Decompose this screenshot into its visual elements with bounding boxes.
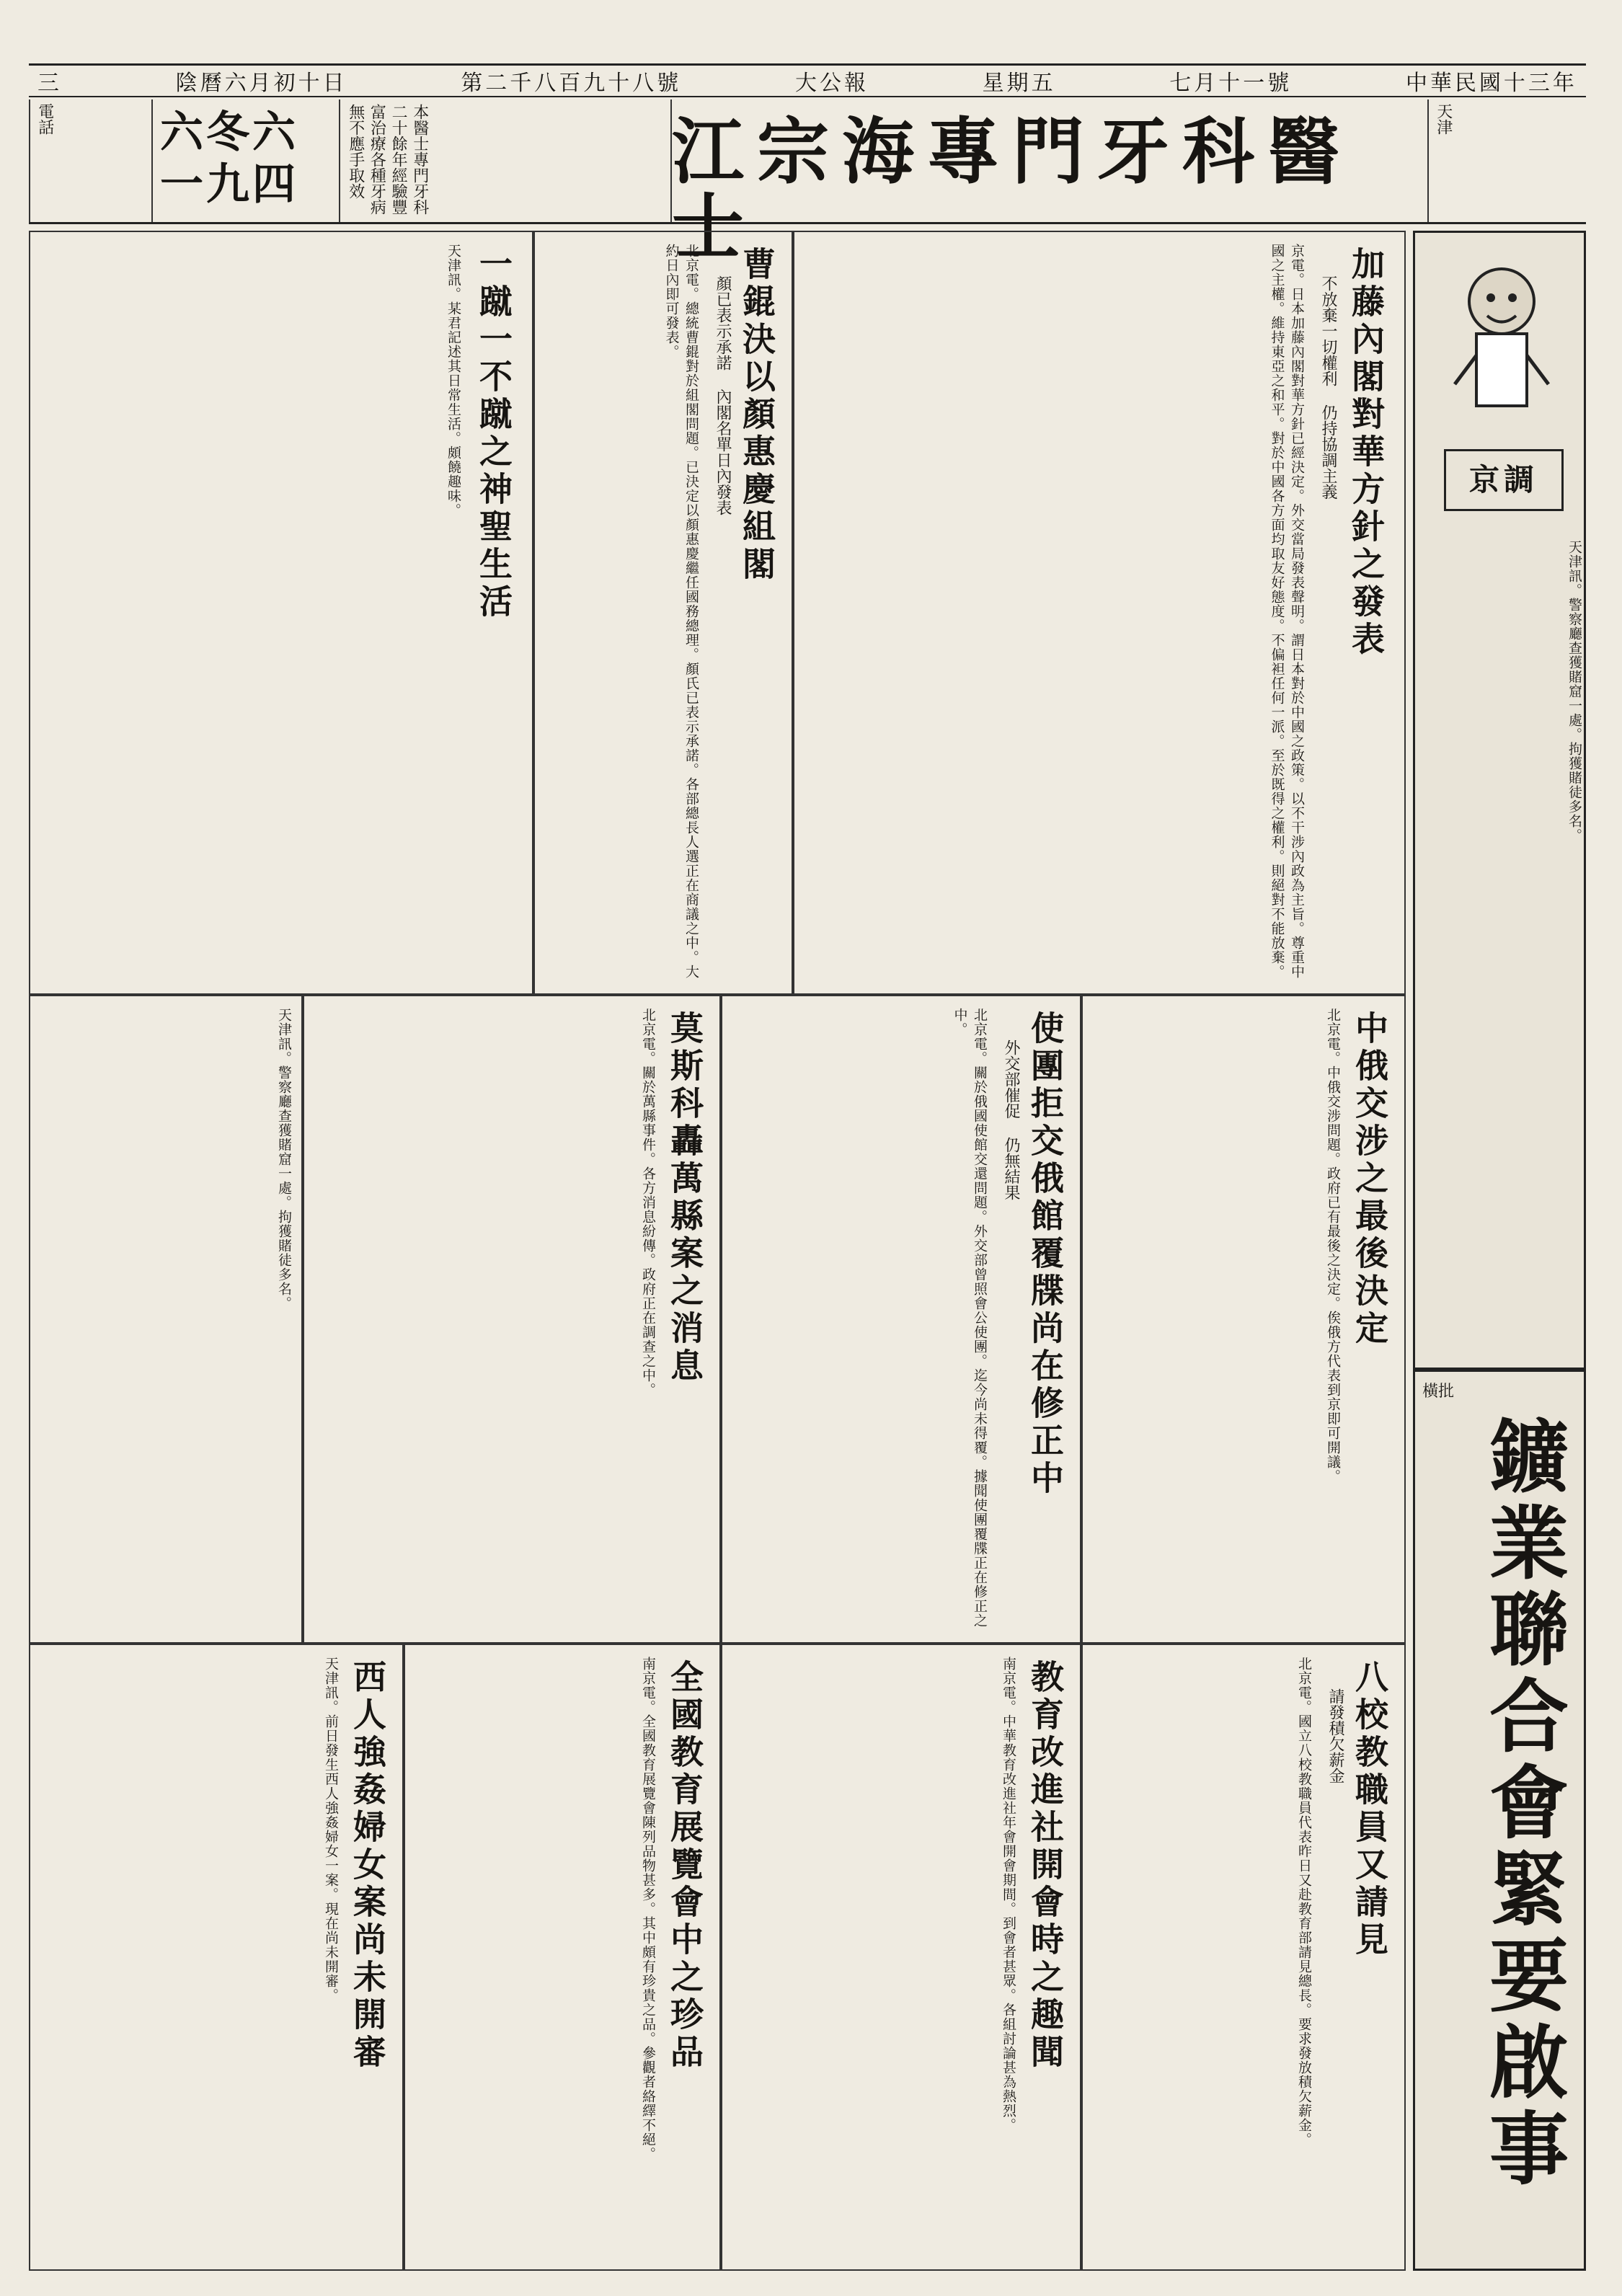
right-ad-text: 天津訊。警察廳查獲賭窟一處。拘獲賭徒多名。 [1566,540,1582,843]
cartoon-label: 京調 [1444,449,1564,511]
corner-label: 橫批 [1422,1383,1455,1401]
banner-right-notes [29,99,151,222]
article-column-left [29,995,303,1644]
article-sino-russian [1081,995,1406,1644]
dateline-item: 大公報 [794,71,869,96]
article-headline: 中俄交涉之最後決定 [1350,1011,1389,1348]
dateline-bar [29,63,1586,97]
cartoon-figure-icon [1451,262,1552,420]
dateline-item: 陰曆六月初十日 [175,71,347,96]
article-body: 北京電。關於萬縣事件。各方消息紛傳。政府正在調查之中。 [640,1008,656,1397]
article-foreigner-case [29,1644,404,2271]
article-body: 天津訊。前日發生西人強姦婦女一案。現在尚未開審。 [323,1657,339,2003]
article-body: 北京電。中俄交涉問題。政府已有最後之決定。俟俄方代表到京即可開議。 [1325,1008,1341,1484]
article-headline: 一蹴一不蹴之神聖生活 [474,247,513,621]
dentist-ad-title: 江宗海專門牙科醫士 [672,109,1352,270]
article-subhead: 外交部催促 仍無結果 [1002,1040,1020,1200]
article-body: 南京電。中華教育改進社年會開會期間。到會者甚眾。各組討論甚為熱烈。 [1001,1657,1016,2132]
article-gambling [29,231,533,995]
dentist-ad-detail [339,99,670,222]
article-body: 北京電。國立八校教職員代表昨日又赴教育部請見總長。要求發放積欠薪金。 [1296,1657,1312,2147]
article-subhead: 請發積欠薪金 [1326,1688,1344,1783]
article-headline: 全國教育展覽會中之珍品 [665,1659,704,2072]
article-headline: 莫斯科轟萬縣案之消息 [665,1011,704,1386]
article-headline: 使團拒交俄館覆牒尚在修正中 [1026,1011,1065,1498]
article-headline: 曹錕決以顏惠慶組閣 [737,247,776,584]
article-education-society [721,1644,1081,2271]
article-body: 天津訊。警察廳查獲賭窟一處。拘獲賭徒多名。 [276,1008,292,1311]
article-subhead: 顏已表示承諾 內閣名單日內發表 [714,275,732,515]
mining-ad-title: 鑛業聯合會緊要啟事 [1476,1415,1569,2194]
dentist-ad [670,99,1427,270]
dateline-item: 第二千八百九十八號 [461,71,682,96]
article-eight-schools [1081,1644,1406,2271]
article-subhead: 不放棄一切權利 仍持協調主義 [1319,275,1337,500]
article-headline: 加藤內閣對華方針之發表 [1347,247,1386,659]
banner-side-note: 天津 [1434,103,1453,135]
article-body: 北京電。關於俄國使館交還問題。外交部曾照會公使團。迄今尚未得覆。據聞使團覆牒正在修正之中。 [952,1008,988,1628]
banner-left-small-ad [1427,99,1586,222]
address-ad-text: 六冬六一九四 [160,107,298,210]
article-kato-cabinet [793,231,1406,995]
right-ad-column [1413,231,1586,1370]
article-body: 北京電。總統曹錕對於組閣問題。已決定以顏惠慶繼任國務總理。顏氏已表示承諾。各部總長人選正在商議之中。大約日內即可發表。 [663,244,699,979]
article-headline: 教育改進社開會時之趣聞 [1026,1659,1065,2072]
article-headline: 八校教職員又請見 [1350,1659,1389,1959]
top-banner [29,99,1586,270]
dateline-item: 三 [37,71,62,96]
address-ad [151,99,339,222]
dateline-item: 星期五 [982,71,1056,96]
banner-note-1: 電話 [35,103,54,135]
article-wanxian [303,995,721,1644]
article-body: 天津訊。某君記述其日常生活。頗饒趣味。 [446,244,461,518]
article-education-exhibition [404,1644,721,2271]
article-body: 南京電。全國教育展覽會陳列品物甚多。其中頗有珍貴之品。參觀者絡繹不絕。 [640,1657,656,2161]
article-headline: 西人強姦婦女案尚未開審 [348,1659,387,2072]
article-cao-kun [533,231,793,995]
article-legation [721,995,1081,1644]
dateline-item: 中華民國十三年 [1405,71,1577,96]
article-body: 京電。日本加藤內閣對華方針已經決定。外交當局發表聲明。謂日本對於中國之政策。以不干涉內政為主旨。尊重中國之主權。維持東亞之和平。對於中國各方面均取友好態度。不偏袒任何一派。至於既得之權利。則絕對不能放棄。 [1269,244,1305,979]
mining-ad [1413,1370,1586,2271]
dateline-item: 七月十一號 [1169,71,1293,96]
dentist-detail-text: 本醫士專門牙科二十餘年經驗豐富治療各種牙病無不應手取效 [346,104,429,215]
